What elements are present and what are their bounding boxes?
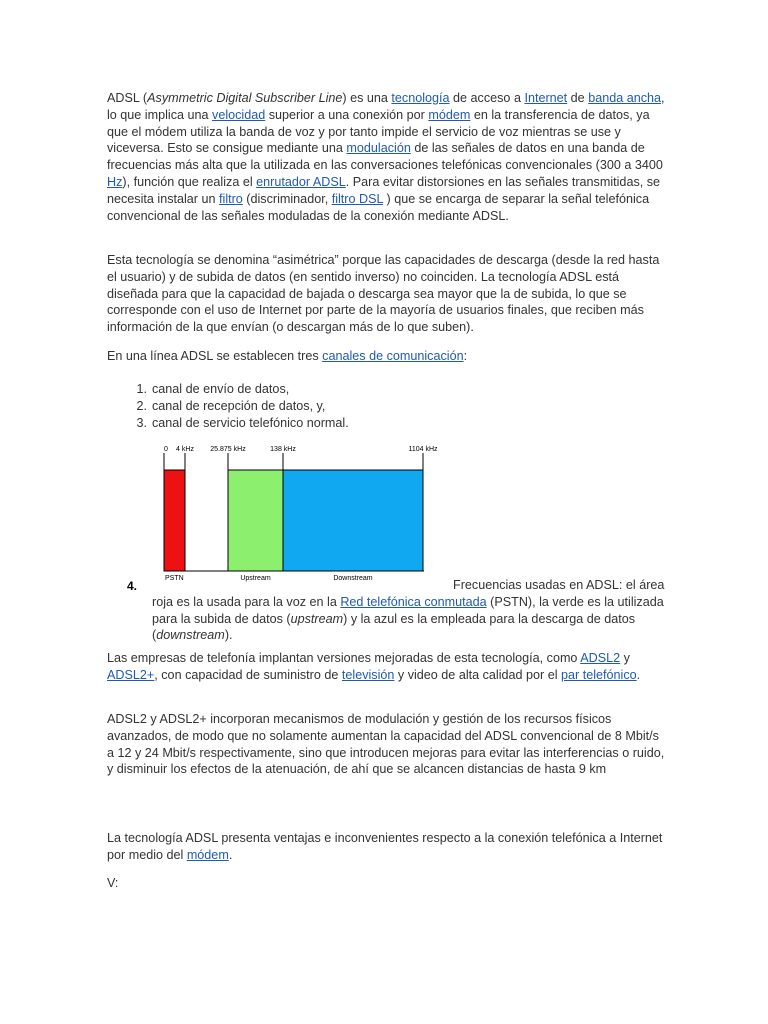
text-run: y video de alta calidad por el bbox=[394, 667, 562, 682]
link-tecnologia[interactable]: tecnología bbox=[391, 91, 450, 105]
tick-label: 4 kHz bbox=[176, 446, 194, 453]
list-number: 3. bbox=[136, 416, 147, 430]
band-pstn bbox=[164, 470, 185, 571]
text-run: y bbox=[620, 651, 630, 665]
link-red-telefonica-conmutada[interactable]: Red telefónica conmutada bbox=[340, 594, 487, 609]
link-canales-de-comunicacion[interactable]: canales de comunicación bbox=[322, 349, 464, 363]
figure-caption bbox=[152, 577, 672, 644]
text-run: de bbox=[567, 91, 589, 105]
text-run: de las señales de datos en una banda de frecuencias más alta que la utilizada en las conversaciones telefónicas convencionales (300 a 3400 bbox=[107, 141, 663, 173]
link-internet[interactable]: Internet bbox=[524, 91, 568, 105]
band-downstream bbox=[283, 470, 423, 571]
text-run: (PSTN), la verde es la utilizada para la subida de datos ( bbox=[152, 594, 664, 626]
text-run: ) es una bbox=[342, 91, 392, 105]
link-modem[interactable]: módem bbox=[186, 847, 229, 862]
list-number: 4. bbox=[127, 579, 138, 593]
text-run: en la transferencia de datos, ya que el módem utiliza la banda de voz y por tanto impide el servicio de voz mientras se use y viceversa. Esto se consigue mediante una bbox=[107, 107, 650, 156]
text-run: ). bbox=[224, 628, 233, 643]
link-adsl2[interactable]: ADSL2 bbox=[580, 651, 621, 665]
text-run: Las empresas de telefonía implantan versiones mejoradas de esta tecnología, como bbox=[107, 651, 581, 665]
text-run: . bbox=[636, 667, 641, 682]
link-par-telefonico[interactable]: par telefónico bbox=[561, 667, 637, 682]
text-run: . Para evitar distorsiones en las señales transmitidas, se necesita instalar un bbox=[107, 174, 661, 206]
text-italic: downstream bbox=[156, 628, 225, 643]
text-run: : bbox=[463, 349, 468, 363]
paragraph-v: V: bbox=[107, 876, 119, 890]
link-filtro-dsl[interactable]: filtro DSL bbox=[331, 191, 384, 206]
list-item: canal de envío de datos, bbox=[152, 382, 290, 396]
text-run: (discriminador, bbox=[242, 191, 332, 206]
paragraph-ventajas bbox=[107, 830, 667, 864]
text-run: , con capacidad de suministro de bbox=[154, 667, 342, 682]
link-adsl2-plus[interactable]: ADSL2+ bbox=[107, 667, 155, 682]
link-modem[interactable]: módem bbox=[428, 107, 471, 122]
text-run: ) que se encarga de separar la señal telefónica convencional de las señales moduladas de la conexión mediante ADSL. bbox=[107, 191, 650, 223]
text-run: La tecnología ADSL presenta ventajas e inconvenientes respecto a la conexión telefónica a Internet por medio del bbox=[107, 831, 663, 862]
band-label: Downstream bbox=[333, 575, 373, 582]
link-hz[interactable]: Hz bbox=[107, 174, 123, 189]
tick-label: 138 kHz bbox=[270, 446, 296, 453]
list-number: 2. bbox=[136, 399, 147, 413]
list-item: canal de servicio telefónico normal. bbox=[152, 416, 349, 430]
link-banda-ancha[interactable]: banda ancha bbox=[588, 91, 662, 105]
text-run: ), función que realiza el bbox=[122, 174, 257, 189]
text-run: En una línea ADSL se establecen tres bbox=[107, 349, 323, 363]
text-run: ) y la azul es la empleada para la descarga de datos ( bbox=[152, 611, 636, 643]
band-upstream bbox=[228, 470, 283, 571]
paragraph-adsl2: ADSL2 y ADSL2+ incorporan mecanismos de modulación y gestión de los recursos físicos avanzados, de modo que no solamente aumentan la capacidad del ADSL convencional de 8 Mbit/s a 12 y 24 Mbit/s respectivamente, sino que introducen mejoras para evitar las interferencias o ruido, y disminuir los efectos de la atenuación, de ahí que se alcancen distancias de hasta 9 km bbox=[107, 712, 665, 777]
text-run: . bbox=[228, 847, 233, 862]
list-item: canal de recepción de datos, y, bbox=[152, 399, 326, 413]
link-velocidad[interactable]: velocidad bbox=[212, 107, 266, 122]
text-run: Frecuencias usadas en ADSL: el área roja es la usada para la voz en la bbox=[152, 578, 665, 609]
link-enrutador-adsl[interactable]: enrutador ADSL bbox=[256, 174, 346, 189]
adsl-frequency-diagram bbox=[160, 440, 452, 586]
text-run: de acceso a bbox=[449, 91, 525, 105]
link-filtro[interactable]: filtro bbox=[219, 191, 243, 206]
text-run: ADSL ( bbox=[107, 91, 148, 105]
text-run: superior a una conexión por bbox=[265, 107, 429, 122]
tick-label: 0 bbox=[164, 446, 168, 453]
paragraph-asimetrica: Esta tecnología se denomina “asimétrica” porque las capacidades de descarga (desde la red hasta el usuario) y de subida de datos (en sentido inverso) no coinciden. La tecnología ADSL está diseñada para que la capacidad de bajada o descarga sea mayor que la de subida, lo que se corresponde con el uso de Internet por parte de la mayoría de usuarios finales, que reciben más información de la que envían (o descargan más de lo que suben). bbox=[107, 253, 660, 335]
link-television[interactable]: televisión bbox=[341, 667, 395, 682]
link-modulacion[interactable]: modulación bbox=[346, 141, 411, 156]
paragraph-canales bbox=[107, 348, 667, 365]
text-italic: upstream bbox=[290, 611, 344, 626]
paragraph-versiones bbox=[107, 650, 667, 684]
text-run: , lo que implica una bbox=[107, 91, 665, 122]
band-label: PSTN bbox=[165, 575, 184, 582]
band-label: Upstream bbox=[240, 575, 271, 582]
tick-label: 1104 kHz bbox=[408, 446, 438, 453]
list-number: 1. bbox=[136, 382, 147, 396]
tick-label: 25.875 kHz bbox=[210, 446, 246, 453]
text-italic: Asymmetric Digital Subscriber Line bbox=[147, 91, 343, 105]
paragraph-adsl-definition bbox=[107, 90, 667, 224]
